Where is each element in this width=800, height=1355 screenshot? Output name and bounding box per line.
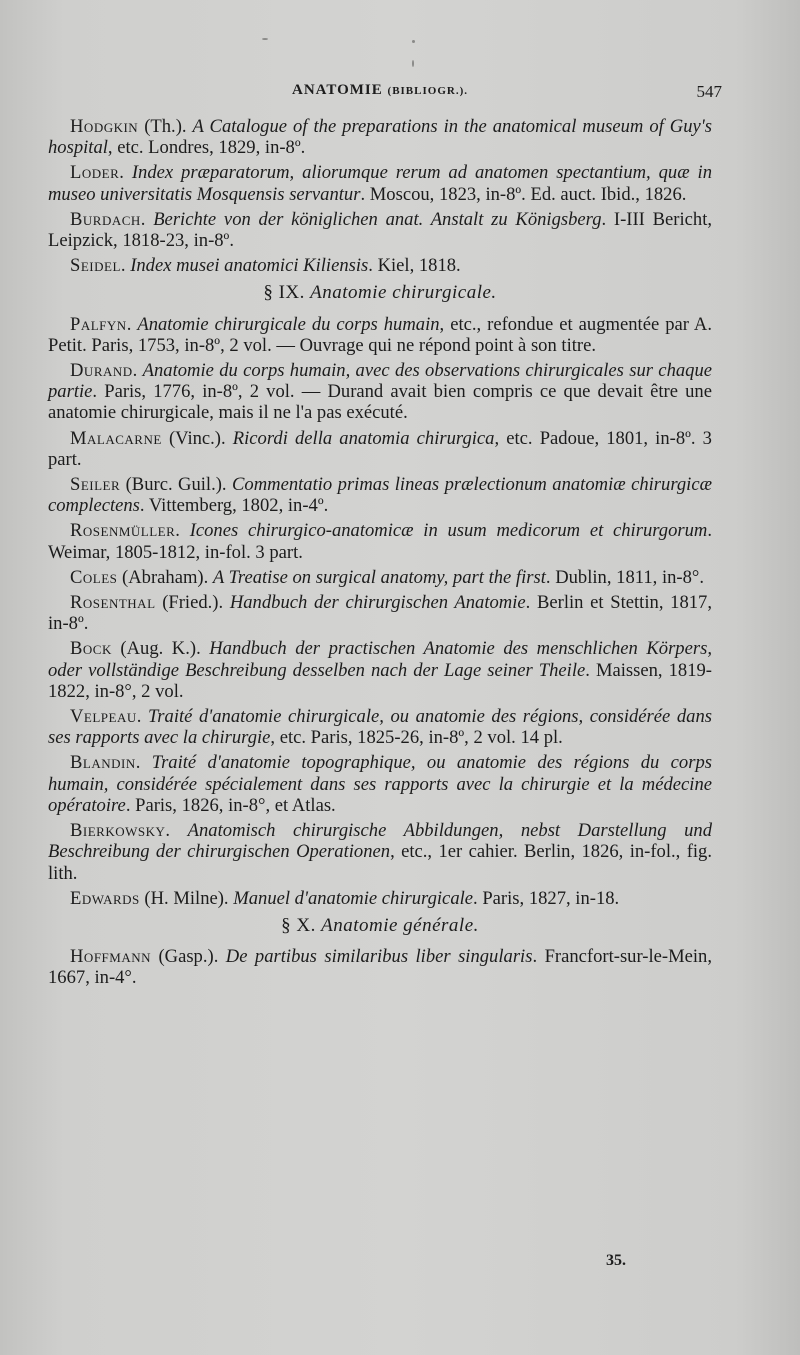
entry-pre: (Th.). bbox=[138, 116, 193, 137]
entry-title: Index præparatorum, aliorumque rerum ad anatomen spectantium, quæ in museo universitatis Mosquensis servantur bbox=[48, 162, 712, 205]
entry-author: Durand bbox=[70, 360, 133, 382]
entry-title: Icones chirurgico-anatomicæ in usum medicorum et chirurgorum bbox=[189, 520, 708, 542]
entry-title: Index musei anatomici Kiliensis bbox=[130, 255, 369, 277]
entry-pre: . bbox=[165, 820, 188, 842]
entry-post: . I-III Bericht, Leipzick, 1818-23, in-8º. bbox=[48, 208, 713, 252]
entry-author: Seidel bbox=[70, 255, 121, 277]
entry-post: , etc. Paris, 1825-26, in-8º, 2 vol. 14 pl. bbox=[270, 727, 563, 749]
bibliography-entry bbox=[48, 428, 712, 470]
bibliography-entry bbox=[48, 314, 712, 356]
entry-pre: (Aug. K.). bbox=[111, 638, 210, 660]
entry-post: , etc. Londres, 1829, in-8º. bbox=[107, 137, 306, 159]
entry-author: Blandin bbox=[70, 752, 136, 774]
entry-title: Handbuch der chirurgischen Anatomie bbox=[229, 592, 526, 614]
entry-pre: (Gasp.). bbox=[151, 946, 226, 968]
entry-pre: . bbox=[140, 208, 154, 230]
section-name: Anatomie générale. bbox=[321, 914, 479, 936]
entry-author: Seiler bbox=[70, 474, 121, 496]
entry-author: Coles bbox=[70, 566, 118, 588]
entry-pre: (Abraham). bbox=[117, 566, 213, 588]
bibliography-entry bbox=[48, 520, 712, 562]
bibliography-entry bbox=[48, 946, 712, 988]
entry-pre: . bbox=[126, 313, 138, 335]
entry-author: Hodgkin bbox=[70, 116, 139, 137]
bibliography-entry bbox=[48, 162, 712, 204]
bibliography-entry bbox=[48, 474, 712, 516]
entry-title: Traité d'anatomie topographique, ou anatomie des régions du corps humain, considérée spécialement dans ses rapports avec la chirurgie et la médecine opératoire bbox=[48, 752, 712, 816]
entry-title: Commentatio primas lineas prælectionum anatomiæ chirurgicæ complectens bbox=[48, 474, 712, 517]
entry-pre: (Burc. Guil.). bbox=[120, 474, 233, 496]
entry-post: . Vittemberg, 1802, in-4º. bbox=[139, 495, 329, 517]
entry-author: Loder bbox=[70, 162, 120, 184]
entry-post: . Kiel, 1818. bbox=[368, 255, 461, 277]
running-title-subtitle: (BIBLIOGR.). bbox=[387, 85, 468, 97]
paper-speck bbox=[262, 38, 268, 40]
entry-post: . Paris, 1826, in-8°, et Atlas. bbox=[125, 794, 336, 816]
bibliography-body bbox=[48, 116, 712, 993]
bibliography-entry bbox=[48, 255, 712, 276]
paper-speck bbox=[412, 60, 414, 67]
bibliography-entry bbox=[48, 820, 712, 884]
entry-title: Handbuch der practischen Anatomie des menschlichen Körpers, oder vollständige Beschreibung desselben nach der Lage seiner Theile bbox=[48, 638, 712, 681]
entry-author: Edwards bbox=[70, 887, 140, 909]
entry-title: Ricordi della anatomia chirurgica bbox=[232, 427, 495, 449]
entry-title: Anatomisch chirurgische Abbildungen, nebst Darstellung und Beschreibung der chirurgischen Operationen bbox=[48, 820, 712, 863]
entry-post: . Berlin et Stettin, 1817, in-8º. bbox=[48, 592, 712, 635]
section-number: § IX. bbox=[263, 282, 305, 304]
entry-pre: . bbox=[136, 706, 148, 728]
entry-post: . Weimar, 1805-1812, in-fol. 3 part. bbox=[48, 520, 712, 563]
entry-title: De partibus similaribus liber singularis bbox=[225, 946, 533, 968]
bibliography-entry bbox=[48, 752, 712, 816]
bibliography-entry bbox=[48, 592, 712, 634]
bibliography-entry bbox=[48, 567, 712, 588]
entry-author: Velpeau bbox=[70, 706, 137, 728]
signature-mark: 35. bbox=[606, 1252, 626, 1269]
paper-speck bbox=[412, 40, 415, 43]
entry-pre: (H. Milne). bbox=[139, 887, 234, 909]
entry-post: , etc. Padoue, 1801, in-8º. 3 part. bbox=[48, 427, 712, 470]
bibliography-entry bbox=[48, 638, 712, 702]
entry-post: , etc., 1er cahier. Berlin, 1826, in-fol., fig. lith. bbox=[48, 841, 712, 884]
entry-author: Rosenthal bbox=[70, 592, 156, 614]
entry-title: A Catalogue of the preparations in the anatomical museum of Guy's hospital bbox=[48, 116, 712, 159]
page-header bbox=[48, 82, 722, 112]
bibliography-entry bbox=[48, 706, 712, 748]
entry-author: Rosenmüller bbox=[70, 520, 176, 542]
entry-pre: . bbox=[135, 752, 152, 774]
entry-pre: . bbox=[120, 255, 131, 277]
entry-title: Berichte von der königlichen anat. Anstalt zu Königsberg bbox=[153, 208, 602, 230]
running-title-main: ANATOMIE bbox=[291, 82, 383, 98]
entry-pre: (Vinc.). bbox=[161, 427, 233, 449]
entry-post: . Francfort-sur-le-Mein, 1667, in-4°. bbox=[48, 946, 712, 989]
entry-pre: . bbox=[132, 360, 143, 382]
entry-author: Malacarne bbox=[70, 427, 162, 449]
entry-post: , etc., refondue et augmentée par A. Petit. Paris, 1753, in-8º, 2 vol. — Ouvrage qui ne répond point à son titre. bbox=[48, 313, 713, 356]
entry-title: Traité d'anatomie chirurgicale, ou anatomie des régions, considérée dans ses rapports avec la chirurgie bbox=[48, 706, 712, 749]
entry-author: Hoffmann bbox=[70, 946, 151, 968]
bibliography-entry bbox=[48, 360, 712, 424]
entry-title: Anatomie du corps humain, avec des observations chirurgicales sur chaque partie bbox=[48, 360, 713, 403]
entry-post: . Paris, 1827, in-18. bbox=[473, 887, 620, 909]
section-name: Anatomie chirurgicale. bbox=[310, 282, 497, 304]
entry-title: A Treatise on surgical anatomy, part the first bbox=[212, 566, 546, 588]
entry-post: . Dublin, 1811, in-8°. bbox=[545, 566, 704, 588]
section-number: § X. bbox=[281, 914, 316, 936]
bibliography-entry bbox=[48, 116, 712, 158]
entry-post: . Paris, 1776, in-8º, 2 vol. — Durand avait bien compris ce que devait être une anatomie chirurgicale, mais il ne l'a pas exécuté. bbox=[48, 381, 712, 424]
bibliography-entry bbox=[48, 209, 712, 251]
entry-post: . Moscou, 1823, in-8º. Ed. auct. Ibid., 1826. bbox=[360, 183, 687, 205]
section-heading bbox=[48, 282, 712, 303]
section-heading bbox=[48, 915, 712, 936]
entry-author: Palfyn bbox=[70, 313, 127, 335]
bibliography-entry bbox=[48, 888, 712, 909]
entry-pre: (Fried.). bbox=[155, 592, 230, 614]
entry-title: Anatomie chirurgicale du corps humain bbox=[137, 313, 440, 335]
entry-pre: . bbox=[119, 162, 132, 184]
page-number: 547 bbox=[696, 82, 722, 101]
entry-title: Manuel d'anatomie chirurgicale bbox=[233, 887, 474, 909]
entry-author: Bierkowsky bbox=[70, 820, 166, 842]
entry-pre: . bbox=[175, 520, 190, 542]
entry-author: Burdach bbox=[70, 208, 141, 230]
entry-post: . Maissen, 1819-1822, in-8°, 2 vol. bbox=[48, 659, 712, 702]
running-title bbox=[48, 82, 712, 99]
entry-author: Bock bbox=[70, 638, 112, 660]
